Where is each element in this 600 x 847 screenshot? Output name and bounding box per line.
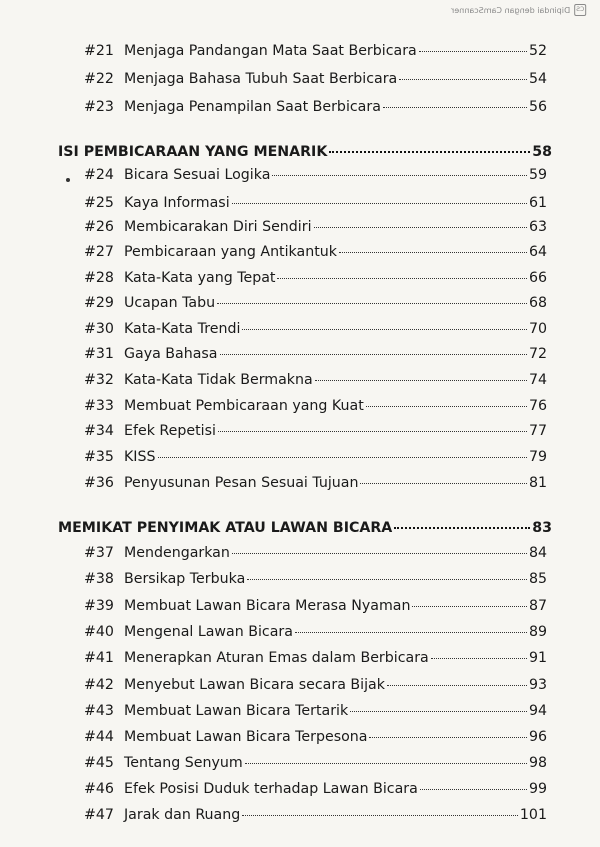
entry-page: 89 <box>528 624 547 640</box>
entry-page: 52 <box>528 43 547 59</box>
toc-entry[interactable] <box>84 475 547 491</box>
entry-number: #33 <box>84 398 114 414</box>
entry-page: 93 <box>528 677 547 693</box>
toc-entry[interactable] <box>84 270 547 286</box>
section-title: ISI PEMBICARAAN YANG MENARIK <box>58 144 328 160</box>
cs-logo-icon: CS <box>574 4 586 16</box>
entry-page: 94 <box>528 703 547 719</box>
toc-entry[interactable] <box>84 545 547 561</box>
toc-entry[interactable] <box>84 598 547 614</box>
entry-page: 79 <box>528 449 547 465</box>
entry-page: 66 <box>528 270 547 286</box>
entry-number: #41 <box>84 650 114 666</box>
entry-number: #31 <box>84 346 114 362</box>
watermark-text: Dipindai dengan CamScanner <box>450 5 570 15</box>
entry-number: #39 <box>84 598 114 614</box>
entry-page: 56 <box>528 99 547 115</box>
entry-number: #46 <box>84 781 114 797</box>
entry-number: #27 <box>84 244 114 260</box>
entry-page: 63 <box>528 219 547 235</box>
entry-page: 54 <box>528 71 547 87</box>
entry-page: 68 <box>528 295 547 311</box>
entry-page: 74 <box>528 372 547 388</box>
entry-page: 61 <box>528 195 547 211</box>
dot-leader <box>220 354 527 355</box>
dot-leader <box>277 278 526 279</box>
entry-page: 85 <box>528 571 547 587</box>
toc-entry[interactable] <box>84 346 547 362</box>
section-heading[interactable] <box>58 520 552 536</box>
toc-entry[interactable] <box>84 703 547 719</box>
entry-number: #26 <box>84 219 114 235</box>
dot-leader <box>431 658 527 659</box>
entry-title: Bicara Sesuai Logika <box>124 167 271 183</box>
entry-number: #29 <box>84 295 114 311</box>
entry-page: 59 <box>528 167 547 183</box>
toc-entry[interactable] <box>84 624 547 640</box>
section-page: 83 <box>532 520 552 536</box>
dot-leader <box>272 175 527 176</box>
toc-entry[interactable] <box>84 167 547 183</box>
entry-title: Mendengarkan <box>124 545 230 561</box>
entry-title: Membuat Lawan Bicara Tertarik <box>124 703 349 719</box>
toc-entry[interactable] <box>84 195 547 211</box>
entry-page: 64 <box>528 244 547 260</box>
entry-title: Kata-Kata Tidak Bermakna <box>124 372 313 388</box>
toc-entry[interactable] <box>84 423 547 439</box>
entry-number: #34 <box>84 423 114 439</box>
toc-entry[interactable] <box>84 295 547 311</box>
entry-number: #45 <box>84 755 114 771</box>
toc-entry[interactable] <box>84 807 547 823</box>
entry-page: 98 <box>528 755 547 771</box>
dot-leader <box>394 527 530 529</box>
dot-leader <box>366 406 527 407</box>
entry-page: 96 <box>528 729 547 745</box>
entry-number: #36 <box>84 475 114 491</box>
toc-entry[interactable] <box>84 71 547 87</box>
entry-title: Kata-Kata Trendi <box>124 321 241 337</box>
entry-number: #25 <box>84 195 114 211</box>
dot-leader <box>329 151 530 153</box>
toc-entry[interactable] <box>84 244 547 260</box>
entry-page: 81 <box>528 475 547 491</box>
toc-entry[interactable] <box>84 650 547 666</box>
toc-entry[interactable] <box>84 372 547 388</box>
dot-leader <box>295 632 527 633</box>
section-page: 58 <box>532 144 552 160</box>
dot-leader <box>314 227 527 228</box>
toc-entry[interactable] <box>84 729 547 745</box>
entry-page: 99 <box>528 781 547 797</box>
entry-title: Menjaga Pandangan Mata Saat Berbicara <box>124 43 417 59</box>
entry-title: Gaya Bahasa <box>124 346 218 362</box>
entry-number: #28 <box>84 270 114 286</box>
dot-leader <box>339 252 527 253</box>
entry-number: #47 <box>84 807 114 823</box>
entry-title: Efek Repetisi <box>124 423 216 439</box>
entry-title: Membicarakan Diri Sendiri <box>124 219 312 235</box>
entry-title: Membuat Lawan Bicara Terpesona <box>124 729 368 745</box>
dot-leader <box>387 685 527 686</box>
dot-leader <box>242 815 518 816</box>
dot-leader <box>158 457 527 458</box>
entry-number: #30 <box>84 321 114 337</box>
dot-leader <box>419 51 527 52</box>
toc-entry[interactable] <box>84 99 547 115</box>
entry-title: KISS <box>124 449 156 465</box>
entry-title: Kaya Informasi <box>124 195 230 211</box>
entry-number: #43 <box>84 703 114 719</box>
toc-entry[interactable] <box>84 398 547 414</box>
entry-title: Penyusunan Pesan Sesuai Tujuan <box>124 475 359 491</box>
toc-entry[interactable] <box>84 677 547 693</box>
entry-page: 70 <box>528 321 547 337</box>
dot-leader <box>350 711 527 712</box>
entry-page: 77 <box>528 423 547 439</box>
entry-title: Jarak dan Ruang <box>124 807 241 823</box>
dot-leader <box>247 579 527 580</box>
entry-number: #24 <box>84 167 114 183</box>
entry-title: Membuat Lawan Bicara Merasa Nyaman <box>124 598 411 614</box>
entry-page: 72 <box>528 346 547 362</box>
section-heading[interactable] <box>58 144 552 160</box>
dot-leader <box>399 79 527 80</box>
entry-number: #23 <box>84 99 114 115</box>
entry-page: 76 <box>528 398 547 414</box>
section-title: MEMIKAT PENYIMAK ATAU LAWAN BICARA <box>58 520 393 536</box>
entry-number: #42 <box>84 677 114 693</box>
entry-title: Menerapkan Aturan Emas dalam Berbicara <box>124 650 429 666</box>
entry-page: 91 <box>528 650 547 666</box>
dot-leader <box>369 737 526 738</box>
dot-leader <box>232 203 527 204</box>
entry-title: Ucapan Tabu <box>124 295 216 311</box>
entry-number: #21 <box>84 43 114 59</box>
entry-title: Menjaga Bahasa Tubuh Saat Berbicara <box>124 71 398 87</box>
toc-entry[interactable] <box>84 219 547 235</box>
entry-title: Menjaga Penampilan Saat Berbicara <box>124 99 381 115</box>
entry-page: 101 <box>519 807 547 823</box>
entry-title: Pembicaraan yang Antikantuk <box>124 244 337 260</box>
toc-entry[interactable] <box>84 43 547 59</box>
toc-entry[interactable] <box>84 449 547 465</box>
camscanner-watermark <box>451 4 586 16</box>
dot-leader <box>383 107 527 108</box>
dot-leader <box>242 329 527 330</box>
toc-entry[interactable] <box>84 781 547 797</box>
entry-title: Bersikap Terbuka <box>124 571 246 587</box>
entry-number: #35 <box>84 449 114 465</box>
entry-title: Mengenal Lawan Bicara <box>124 624 293 640</box>
entry-number: #22 <box>84 71 114 87</box>
entry-number: #38 <box>84 571 114 587</box>
entry-number: #37 <box>84 545 114 561</box>
dot-leader <box>217 303 527 304</box>
dot-leader <box>412 606 526 607</box>
dot-leader <box>245 763 527 764</box>
entry-title: Menyebut Lawan Bicara secara Bijak <box>124 677 385 693</box>
entry-number: #40 <box>84 624 114 640</box>
dot-leader <box>420 789 527 790</box>
entry-page: 87 <box>528 598 547 614</box>
entry-number: #44 <box>84 729 114 745</box>
entry-title: Tentang Senyum <box>124 755 243 771</box>
dot-leader <box>360 483 526 484</box>
entry-title: Efek Posisi Duduk terhadap Lawan Bicara <box>124 781 418 797</box>
dot-leader <box>218 431 527 432</box>
dot-leader <box>232 553 527 554</box>
entry-title: Kata-Kata yang Tepat <box>124 270 276 286</box>
entry-number: #32 <box>84 372 114 388</box>
entry-title: Membuat Pembicaraan yang Kuat <box>124 398 364 414</box>
toc-entry[interactable] <box>84 755 547 771</box>
dot-leader <box>315 380 527 381</box>
stray-dot <box>66 178 70 182</box>
toc-entry[interactable] <box>84 571 547 587</box>
toc-entry[interactable] <box>84 321 547 337</box>
entry-page: 84 <box>528 545 547 561</box>
